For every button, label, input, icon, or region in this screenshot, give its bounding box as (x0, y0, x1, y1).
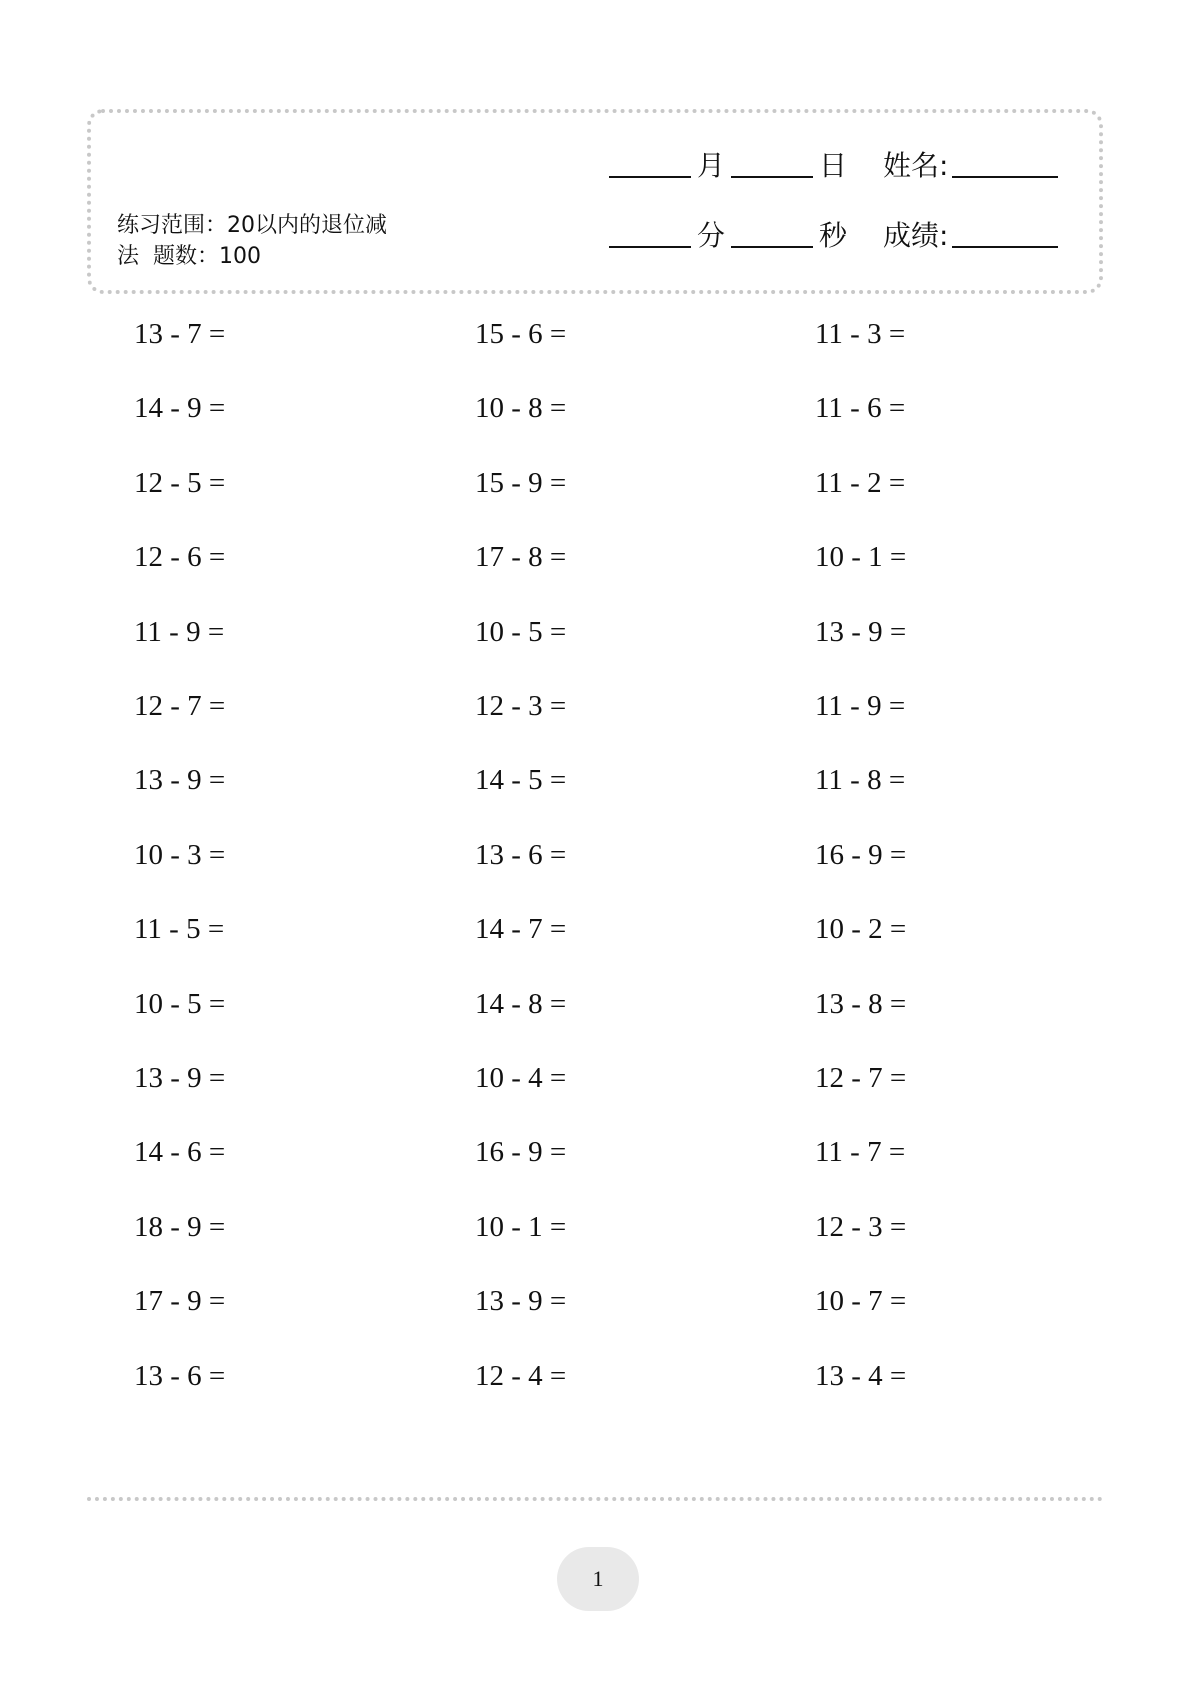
problem-item: 13 - 9 = (134, 1062, 226, 1094)
problem-item: 11 - 8 = (815, 764, 906, 796)
problem-item: 13 - 7 = (134, 318, 226, 350)
problem-item: 10 - 2 = (815, 913, 907, 945)
problem-item: 12 - 5 = (134, 467, 226, 499)
day-label: 日 (819, 149, 848, 182)
problem-item: 13 - 9 = (475, 1285, 567, 1317)
problem-item: 11 - 2 = (815, 467, 906, 499)
problem-item: 14 - 8 = (475, 988, 567, 1020)
problem-item: 17 - 9 = (134, 1285, 226, 1317)
problem-item: 10 - 1 = (475, 1211, 567, 1243)
problem-item: 12 - 7 = (134, 690, 226, 722)
month-label: 月 (697, 149, 726, 182)
problem-item: 13 - 6 = (475, 839, 567, 871)
problem-item: 14 - 5 = (475, 764, 567, 796)
score-label: 成绩: (883, 219, 949, 252)
problem-item: 13 - 6 = (134, 1360, 226, 1392)
problem-item: 11 - 5 = (134, 913, 225, 945)
problem-item: 12 - 7 = (815, 1062, 907, 1094)
problem-item: 14 - 7 = (475, 913, 567, 945)
problem-item: 12 - 4 = (475, 1360, 567, 1392)
second-label: 秒 (819, 219, 848, 252)
minute-label: 分 (697, 219, 726, 252)
problem-item: 10 - 1 = (815, 541, 907, 573)
problem-item: 11 - 3 = (815, 318, 906, 350)
problem-item: 10 - 5 = (475, 616, 567, 648)
problem-item: 13 - 9 = (134, 764, 226, 796)
problem-item: 13 - 4 = (815, 1360, 907, 1392)
page-number-badge (557, 1547, 639, 1611)
problem-item: 12 - 6 = (134, 541, 226, 573)
problem-item: 14 - 9 = (134, 392, 226, 424)
footer-divider (87, 1497, 1103, 1501)
problem-item: 10 - 3 = (134, 839, 226, 871)
exercise-range-label: 练习范围：20以内的退位减 (117, 213, 387, 238)
problem-item: 15 - 6 = (475, 318, 567, 350)
problem-item: 15 - 9 = (475, 467, 567, 499)
problem-item: 13 - 9 = (815, 616, 907, 648)
problem-item: 10 - 4 = (475, 1062, 567, 1094)
problem-item: 17 - 8 = (475, 541, 567, 573)
name-label: 姓名: (883, 149, 949, 182)
problem-item: 11 - 7 = (815, 1136, 906, 1168)
problem-item: 10 - 5 = (134, 988, 226, 1020)
page-number: 1 (592, 1566, 604, 1591)
problem-item: 11 - 9 = (134, 616, 225, 648)
problem-item: 11 - 9 = (815, 690, 906, 722)
problem-item: 12 - 3 = (815, 1211, 907, 1243)
problem-item: 14 - 6 = (134, 1136, 226, 1168)
problem-item: 10 - 7 = (815, 1285, 907, 1317)
problem-item: 16 - 9 = (475, 1136, 567, 1168)
problem-item: 13 - 8 = (815, 988, 907, 1020)
question-count-label: 法 题数：100 (117, 244, 261, 269)
problem-item: 10 - 8 = (475, 392, 567, 424)
problem-item: 18 - 9 = (134, 1211, 226, 1243)
problem-item: 12 - 3 = (475, 690, 567, 722)
problem-item: 11 - 6 = (815, 392, 906, 424)
problem-item: 16 - 9 = (815, 839, 907, 871)
